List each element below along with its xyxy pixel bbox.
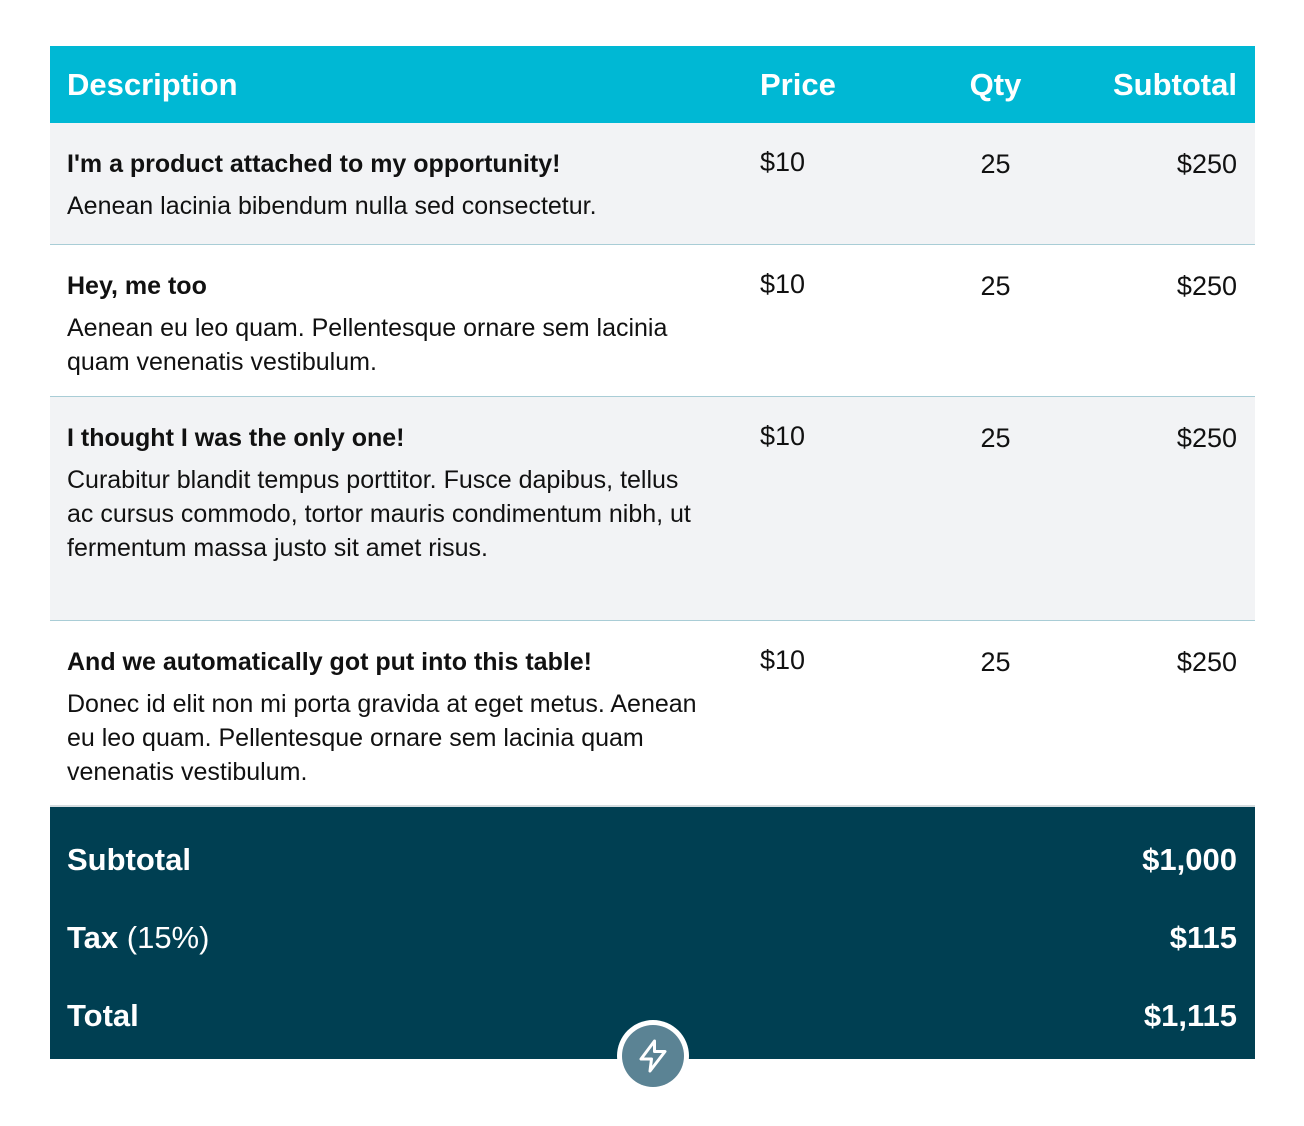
- total-value: $1,115: [1143, 998, 1237, 1033]
- item-description: Aenean lacinia bibendum nulla sed consectetur.: [67, 192, 597, 220]
- table-row: [50, 397, 1255, 621]
- item-price: $10: [760, 421, 806, 451]
- subtotal-label: Subtotal: [67, 842, 191, 877]
- pricing-table: [50, 46, 1255, 1059]
- subtotal-value: $1,000: [1142, 842, 1237, 877]
- item-qty: 25: [980, 271, 1011, 301]
- table-header: [50, 46, 1255, 123]
- item-subtotal: $250: [1176, 423, 1237, 453]
- item-price: $10: [760, 269, 806, 299]
- item-description: Donec id elit non mi porta gravida at eget metus. Aenean eu leo quam. Pellentesque ornare sem lacinia quam venenatis vestibulum.: [67, 690, 697, 786]
- row-description-cell: [50, 245, 743, 379]
- total-label: Total: [67, 998, 139, 1033]
- tax-value: $115: [1169, 920, 1237, 955]
- item-qty: 25: [980, 149, 1011, 179]
- subtotal-line: [67, 842, 1237, 878]
- item-description: Curabitur blandit tempus porttitor. Fusce dapibus, tellus ac cursus commodo, tortor mauris condimentum nibh, ut fermentum massa justo sit amet risus.: [67, 466, 691, 562]
- tax-label: Tax: [67, 920, 119, 955]
- header-qty: Qty: [969, 66, 1022, 102]
- header-price: Price: [760, 66, 836, 102]
- table-row: [50, 621, 1255, 805]
- item-title: And we automatically got put into this table!: [67, 648, 593, 676]
- item-subtotal: $250: [1176, 647, 1237, 677]
- header-subtotal: Subtotal: [1113, 66, 1237, 102]
- item-title: I thought I was the only one!: [67, 424, 405, 452]
- item-subtotal: $250: [1176, 271, 1237, 301]
- item-description: Aenean eu leo quam. Pellentesque ornare sem lacinia quam venenatis vestibulum.: [67, 314, 668, 376]
- lightning-badge[interactable]: [617, 1020, 689, 1092]
- item-title: I'm a product attached to my opportunity!: [67, 150, 561, 178]
- row-description-cell: [50, 621, 743, 789]
- item-title: Hey, me too: [67, 272, 207, 300]
- tax-line: [67, 920, 1237, 956]
- item-price: $10: [760, 147, 806, 177]
- lightning-bolt-icon: [622, 1025, 684, 1087]
- item-qty: 25: [980, 647, 1011, 677]
- tax-label-group: [67, 920, 209, 956]
- item-subtotal: $250: [1176, 149, 1237, 179]
- header-description: Description: [67, 66, 238, 102]
- table-row: [50, 123, 1255, 245]
- item-price: $10: [760, 645, 806, 675]
- table-row: [50, 245, 1255, 397]
- row-description-cell: [50, 123, 743, 223]
- tax-rate: (15%): [126, 920, 210, 955]
- item-qty: 25: [980, 423, 1011, 453]
- row-description-cell: [50, 397, 743, 565]
